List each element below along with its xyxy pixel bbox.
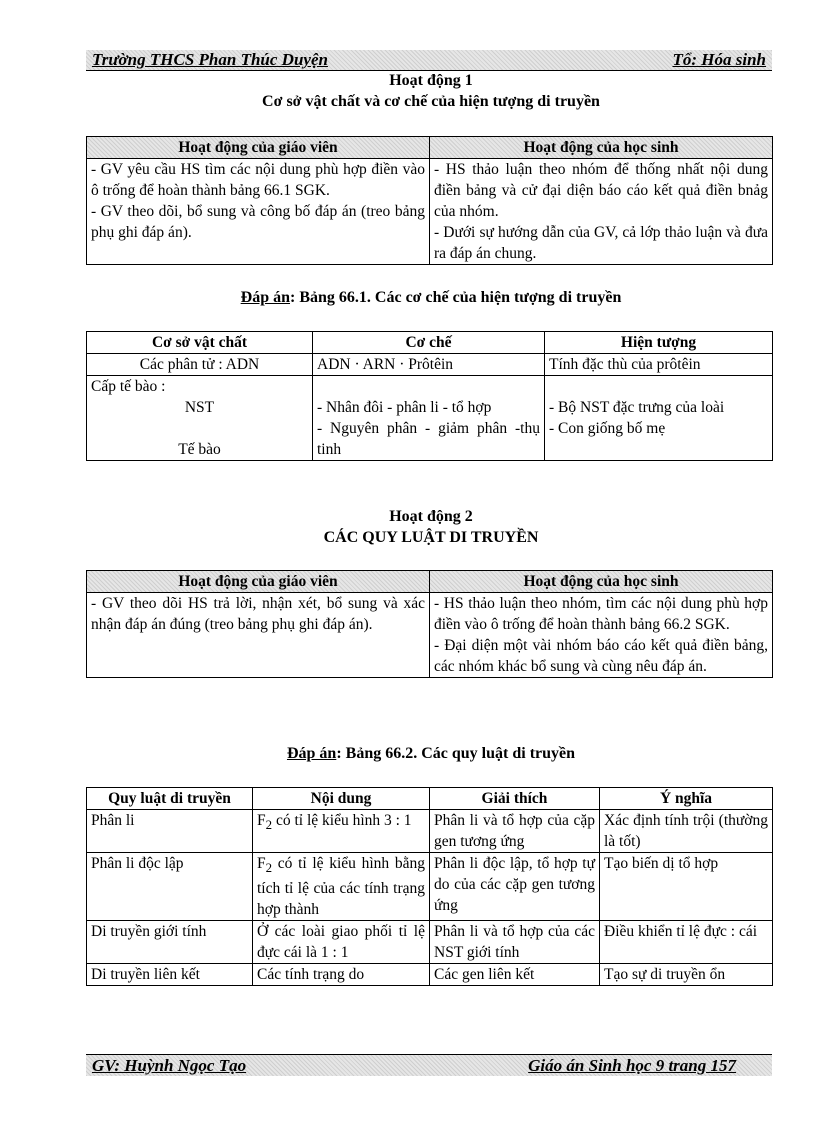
law-content: $F_2$ có tỉ lệ kiểu hình 3 : 1 <box>253 810 430 853</box>
law-explain: Phân li độc lập, tổ hợp tự do của các cặp gen tương ứng <box>430 853 600 921</box>
col-teacher: Hoạt động của giáo viên <box>87 137 430 159</box>
answer1-header-3: Hiện tượng <box>545 332 773 354</box>
page-header <box>86 50 772 71</box>
answer1-caption <box>86 288 776 308</box>
teacher-text-1: - GV yêu cầu HS tìm các nội dung phù hợp điền vào ô trống để hoàn thành bảng 66.1 SGK. <box>91 161 425 199</box>
answer1-table <box>86 331 773 461</box>
table-row <box>87 810 773 853</box>
col-student-2: Hoạt động của học sinh <box>430 571 773 593</box>
page-info: Giáo án Sinh học 9 trang 157 <box>528 1055 736 1075</box>
law-content: Các tính trạng do <box>253 964 430 986</box>
law-meaning: Tạo biến dị tổ hợp <box>600 853 773 921</box>
answer2-header-1: Quy luật di truyền <box>87 788 253 810</box>
cell-phenomenon <box>545 376 773 461</box>
law-explain: Phân li và tổ hợp của cặp gen tương ứng <box>430 810 600 853</box>
molecule-cell: Các phân tử : ADN <box>87 354 313 376</box>
law-meaning: Tạo sự di truyền ổn <box>600 964 773 986</box>
answer2-header-2: Nội dung <box>253 788 430 810</box>
law-meaning: Điều khiển tỉ lệ đực : cái <box>600 921 773 964</box>
law-name: Di truyền liên kết <box>87 964 253 986</box>
answer2-label: Đáp án <box>286 745 337 762</box>
answer2-table <box>86 787 773 986</box>
cell-mechanism-text: - Nguyên phân - giảm phân -thụ tinh <box>317 420 540 458</box>
col-student: Hoạt động của học sinh <box>430 137 773 159</box>
answer2-title: : Bảng 66.2. Các quy luật di truyền <box>336 745 576 762</box>
answer1-title: : Bảng 66.1. Các cơ chế của hiện tượng di truyền <box>290 289 622 306</box>
student2-text-2: - Đại diện một vài nhóm báo cáo kết quả điền bảng, các nhóm khác bổ sung và cùng nêu đáp án. <box>434 637 768 675</box>
teacher-name: GV: Huỳnh Ngọc Tạo <box>92 1055 247 1075</box>
student-text-2: - Dưới sự hướng dẫn của GV, cả lớp thảo luận và đưa ra đáp án chung. <box>434 224 768 262</box>
page-footer <box>86 1054 772 1076</box>
answer1-header-1: Cơ sở vật chất <box>87 332 313 354</box>
answer2-caption <box>86 744 776 764</box>
student-cell-2 <box>430 593 773 678</box>
answer2-header-3: Giải thích <box>430 788 600 810</box>
student-cell <box>430 159 773 265</box>
answer2-header-4: Ý nghĩa <box>600 788 773 810</box>
answer1-header-2: Cơ chế <box>313 332 545 354</box>
cell-level-label: Cấp tế bào : <box>91 378 166 395</box>
cell-level-cell <box>87 376 313 461</box>
table-row <box>87 921 773 964</box>
student2-text-1: - HS thảo luận theo nhóm, tìm các nội dung phù hợp điền vào ô trống để hoàn thành bảng 66.2 SGK. <box>434 595 768 633</box>
law-name: Phân li độc lập <box>87 853 253 921</box>
teacher-text-2: - GV theo dõi, bổ sung và công bố đáp án (treo bảng phụ ghi đáp án). <box>91 203 425 241</box>
cell-phenomenon-text: - Con giống bố mẹ <box>549 420 666 437</box>
answer1-label: Đáp án <box>240 289 291 306</box>
nst-phenomenon: - Bộ NST đặc trưng của loài <box>549 399 725 416</box>
department-name: Tổ: Hóa sinh <box>672 50 766 69</box>
molecule-phenomenon: Tính đặc thù của prôtêin <box>545 354 773 376</box>
cell-label: Tế bào <box>178 441 221 458</box>
law-explain: Phân li và tổ hợp của các NST giới tính <box>430 921 600 964</box>
table-row <box>87 853 773 921</box>
nst-mechanism: - Nhân đôi - phân li - tổ hợp <box>317 399 492 416</box>
law-content: Ở các loài giao phối tỉ lệ đực cái là 1 : 1 <box>253 921 430 964</box>
student-text-1: - HS thảo luận theo nhóm để thống nhất nội dung điền bảng và cử đại diện báo cáo kết quả điền bnảg của nhóm. <box>434 161 768 220</box>
activity2-title: CÁC QUY LUẬT DI TRUYỀN <box>323 529 539 546</box>
col-teacher-2: Hoạt động của giáo viên <box>87 571 430 593</box>
cell-mechanism <box>313 376 545 461</box>
law-content: $F_2$ có tỉ lệ kiểu hình bằng tích tỉ lệ của các tính trạng hợp thành <box>253 853 430 921</box>
activity1-title: Cơ sở vật chất và cơ chế của hiện tượng di truyền <box>262 93 600 110</box>
law-name: Phân li <box>87 810 253 853</box>
nst-label: NST <box>184 399 215 416</box>
activity2-table <box>86 570 773 678</box>
school-name: Trường THCS Phan Thúc Duyện <box>92 50 328 69</box>
law-meaning: Xác định tính trội (thường là tốt) <box>600 810 773 853</box>
teacher-cell-2: - GV theo dõi HS trả lời, nhận xét, bổ sung và xác nhận đáp án đúng (treo bảng phụ ghi đáp án). <box>87 593 430 678</box>
law-name: Di truyền giới tính <box>87 921 253 964</box>
table-row <box>87 964 773 986</box>
molecule-mechanism: ADN · ARN · Prôtêin <box>313 354 545 376</box>
activity1-heading: Hoạt động 1 <box>389 72 473 89</box>
activity2-heading: Hoạt động 2 <box>389 508 473 525</box>
activity1-table <box>86 136 773 265</box>
law-explain: Các gen liên kết <box>430 964 600 986</box>
teacher-cell <box>87 159 430 265</box>
